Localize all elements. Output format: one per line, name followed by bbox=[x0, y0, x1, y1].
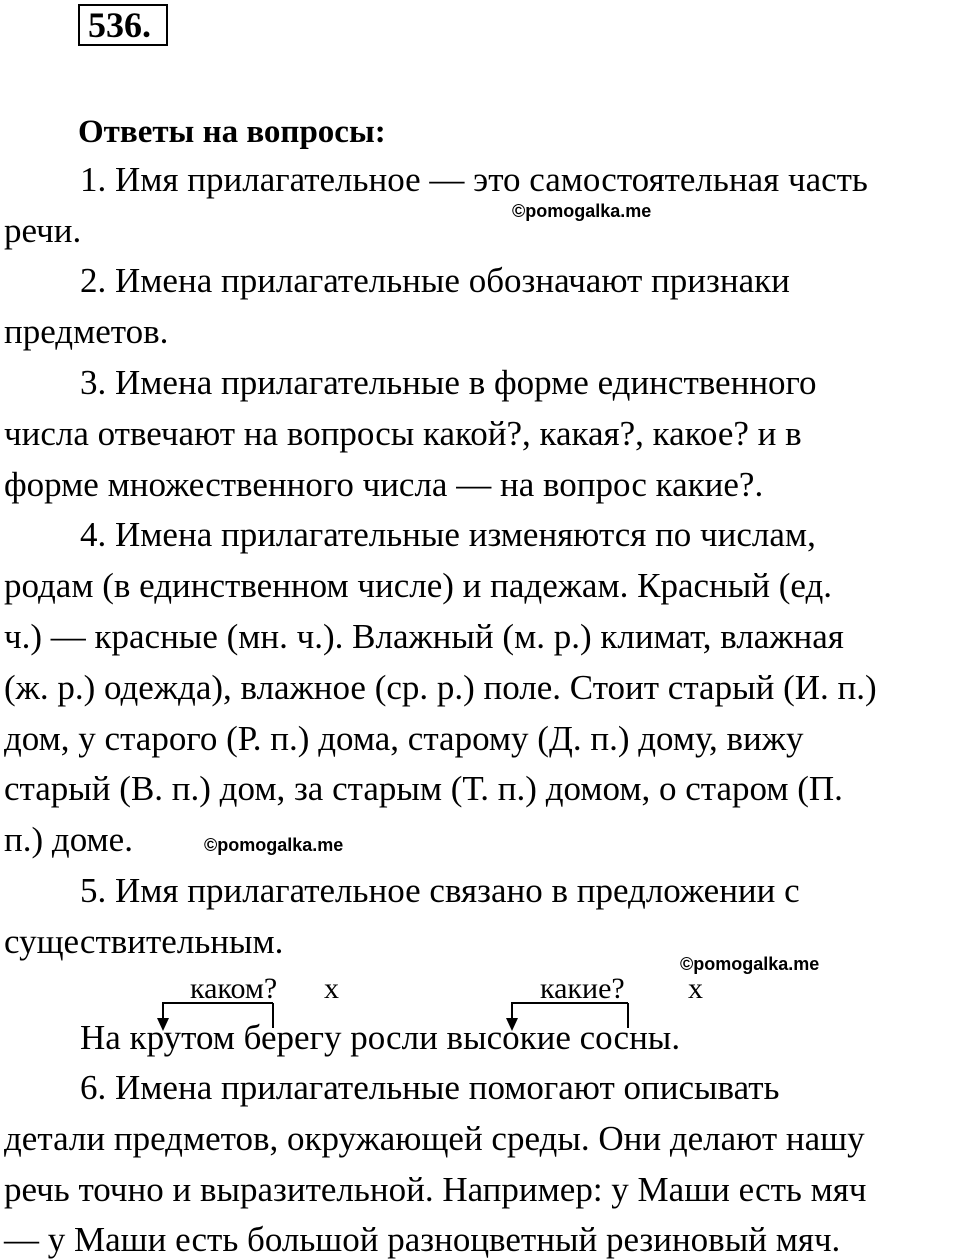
answer-6-line-4: — у Маши есть большой разноцветный резиновый мяч. bbox=[4, 1220, 841, 1259]
answer-2-line-1: 2. Имена прилагательные обозначают признаки bbox=[80, 261, 790, 300]
answer-3-line-2: числа отвечают на вопросы какой?, какая?, какое? и в bbox=[4, 414, 802, 453]
answer-4-line-5: дом, у старого (Р. п.) дома, старому (Д. п.) дому, вижу bbox=[4, 719, 804, 758]
watermark: ©pomogalka.me bbox=[512, 201, 652, 221]
answer-5-line-1: 5. Имя прилагательное связано в предложении с bbox=[80, 871, 800, 910]
watermark: ©pomogalka.me bbox=[204, 835, 344, 855]
answer-4-line-3: ч.) — красные (мн. ч.). Влажный (м. р.) климат, влажная bbox=[4, 617, 844, 656]
question-annotation: каком? bbox=[190, 972, 278, 1005]
watermark: ©pomogalka.me bbox=[680, 954, 820, 974]
answers-heading: Ответы на вопросы: bbox=[78, 114, 386, 150]
answer-6-line-3: речь точно и выразительной. Например: у Маши есть мяч bbox=[4, 1170, 867, 1209]
answer-1-line-2: речи. bbox=[4, 211, 82, 250]
answer-1-line-1: 1. Имя прилагательное — это самостоятельная часть bbox=[80, 160, 868, 199]
answer-4-line-6: старый (В. п.) дом, за старым (Т. п.) домом, о старом (П. bbox=[4, 769, 843, 808]
answer-4-line-7: п.) доме. bbox=[4, 820, 133, 859]
answer-6-line-2: детали предметов, окружающей среды. Они делают нашу bbox=[4, 1119, 865, 1158]
question-annotation: какие? bbox=[540, 972, 625, 1005]
answer-4-line-4: (ж. р.) одежда), влажное (ср. р.) поле. Стоит старый (И. п.) bbox=[4, 668, 877, 707]
noun-mark: x bbox=[324, 972, 339, 1005]
exercise-number: 536. bbox=[88, 5, 151, 45]
answer-4-line-1: 4. Имена прилагательные изменяются по числам, bbox=[80, 515, 816, 554]
example-sentence: На крутом берегу росли высокие сосны. bbox=[80, 1018, 681, 1057]
answer-6-line-1: 6. Имена прилагательные помогают описывать bbox=[80, 1068, 780, 1107]
answer-2-line-2: предметов. bbox=[4, 312, 169, 351]
noun-mark: x bbox=[688, 972, 703, 1005]
answer-5-line-2: существительным. bbox=[4, 922, 284, 961]
answer-3-line-1: 3. Имена прилагательные в форме единственного bbox=[80, 363, 817, 402]
answer-3-line-3: форме множественного числа — на вопрос какие?. bbox=[4, 465, 764, 504]
answer-4-line-2: родам (в единственном числе) и падежам. Красный (ед. bbox=[4, 566, 833, 605]
